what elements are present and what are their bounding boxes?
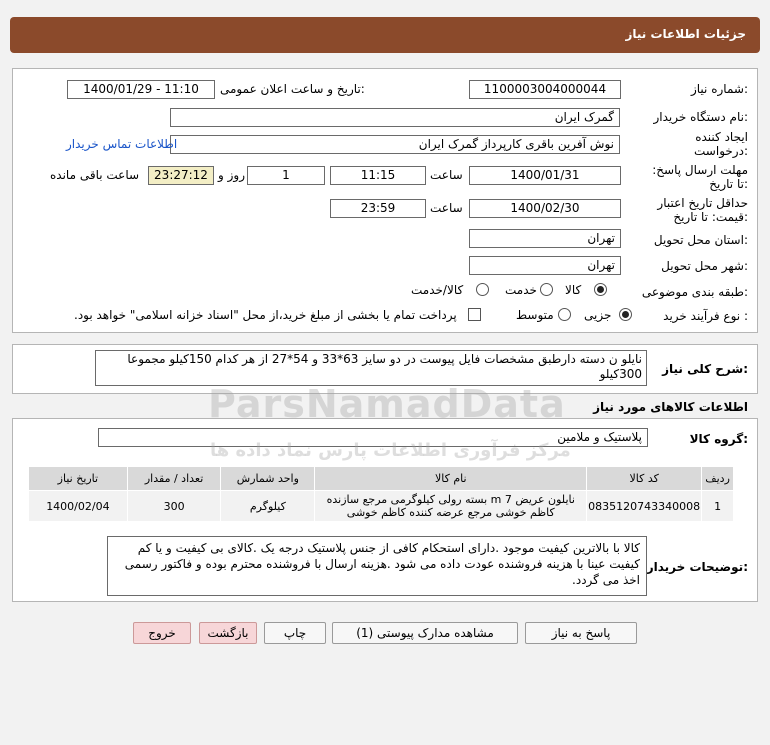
validity-date-field: 1400/02/30	[469, 199, 621, 218]
category-service-label: خدمت	[505, 283, 537, 297]
need-number-field: 1100003004000044	[469, 80, 621, 99]
category-label: طبقه بندی موضوعی:	[641, 285, 748, 299]
process-partial-radio[interactable]	[619, 308, 632, 321]
col-qty: تعداد / مقدار	[127, 467, 221, 491]
days-label: روز و	[218, 168, 245, 182]
exit-button[interactable]: خروج	[133, 622, 191, 644]
col-date: تاریخ نیاز	[29, 467, 128, 491]
remaining-label: ساعت باقی مانده	[50, 168, 140, 182]
reply-deadline-label: مهلت ارسال پاسخ: تا تاریخ:	[652, 163, 748, 191]
reply-date-field: 1400/01/31	[469, 166, 621, 185]
goods-group-field: پلاستیک و ملامین	[98, 428, 648, 447]
cell-row: 1	[702, 491, 734, 522]
cell-qty: 300	[127, 491, 221, 522]
description-field: نایلو ن دسته دارطبق مشخصات فایل پیوست در دو سایز 63*33 و 54*27 از هر کدام 150کیلو مجموعا 300کیلو	[95, 350, 647, 386]
category-goods-label: کالا	[565, 283, 582, 297]
contact-link[interactable]: اطلاعات تماس خریدار	[66, 137, 178, 151]
payment-note: پرداخت تمام یا بخشی از مبلغ خرید،از محل "اسناد خزانه اسلامی" خواهد بود.	[74, 308, 457, 322]
col-unit: واحد شمارش	[221, 467, 315, 491]
validity-time-field: 23:59	[330, 199, 426, 218]
reply-button[interactable]: پاسخ به نیاز	[525, 622, 637, 644]
process-partial-label: جزیی	[584, 308, 612, 322]
province-label: استان محل تحویل:	[653, 233, 748, 247]
cell-unit: کیلوگرم	[221, 491, 315, 522]
col-row: ردیف	[702, 467, 734, 491]
city-field: تهران	[469, 256, 621, 275]
buyer-notes-label: توضیحات خریدار:	[646, 560, 748, 574]
days-field: 1	[247, 166, 325, 185]
attachments-button[interactable]: مشاهده مدارک پیوستی (1)	[332, 622, 518, 644]
remaining-time-field: 23:27:12	[148, 166, 214, 185]
goods-table	[28, 466, 734, 522]
payment-checkbox[interactable]	[468, 308, 481, 321]
buyer-org-field: گمرک ایران	[170, 108, 620, 127]
goods-section-title: اطلاعات کالاهای مورد نیاز	[593, 400, 748, 414]
table-row	[29, 491, 734, 522]
col-code: کد کالا	[587, 467, 702, 491]
goods-group-label: گروه کالا:	[689, 432, 748, 446]
buyer-notes-field: کالا با بالاترین کیفیت موجود .دارای استحکام کافی از جنس پلاستیک درجه یک .کالای بی کیفیت و یا کم کیفیت عینا با هزینه فروشنده عودت داده می شود .هزینه ارسال با فروشنده محترم بوده و فاکتور رسمی اخذ می گردد.	[107, 536, 647, 596]
page-header	[10, 17, 760, 53]
category-both-label: کالا/خدمت	[411, 283, 464, 297]
category-goods-radio[interactable]	[594, 283, 607, 296]
watermark-brand: ParsNamadData	[208, 382, 566, 426]
announce-label: تاریخ و ساعت اعلان عمومی:	[220, 82, 365, 96]
creator-label: ایجاد کننده درخواست:	[694, 130, 748, 158]
print-button[interactable]: چاپ	[264, 622, 326, 644]
cell-name: نایلون عریض 7 m بسته رولی کیلوگرمی مرجع سازنده کاظم خوشی مرجع عرضه کننده کاظم خوشی	[315, 491, 587, 522]
announce-field: 1400/01/29 - 11:10	[67, 80, 215, 99]
buyer-org-label: نام دستگاه خریدار:	[653, 110, 748, 124]
process-label: نوع فرآیند خرید :	[663, 309, 748, 323]
need-number-label: شماره نیاز:	[690, 82, 748, 96]
col-name: نام کالا	[315, 467, 587, 491]
creator-field: نوش آفرین باقری کارپرداز گمرک ایران	[170, 135, 620, 154]
cell-code: 0835120743340008	[587, 491, 702, 522]
category-service-radio[interactable]	[540, 283, 553, 296]
page-title: جزئیات اطلاعات نیاز	[625, 27, 746, 41]
description-label: شرح کلی نیاز:	[662, 362, 748, 376]
back-button[interactable]: بازگشت	[199, 622, 257, 644]
category-both-radio[interactable]	[476, 283, 489, 296]
city-label: شهر محل تحویل:	[661, 259, 748, 273]
process-medium-label: متوسط	[516, 308, 554, 322]
reply-time-label: ساعت	[430, 168, 463, 182]
province-field: تهران	[469, 229, 621, 248]
reply-time-field: 11:15	[330, 166, 426, 185]
cell-date: 1400/02/04	[29, 491, 128, 522]
process-medium-radio[interactable]	[558, 308, 571, 321]
watermark-tagline: مرکز فرآوری اطلاعات پارس نماد داده ها	[210, 440, 571, 461]
validity-label: حداقل تاریخ اعتبار قیمت: تا تاریخ:	[657, 196, 748, 224]
validity-time-label: ساعت	[430, 201, 463, 215]
